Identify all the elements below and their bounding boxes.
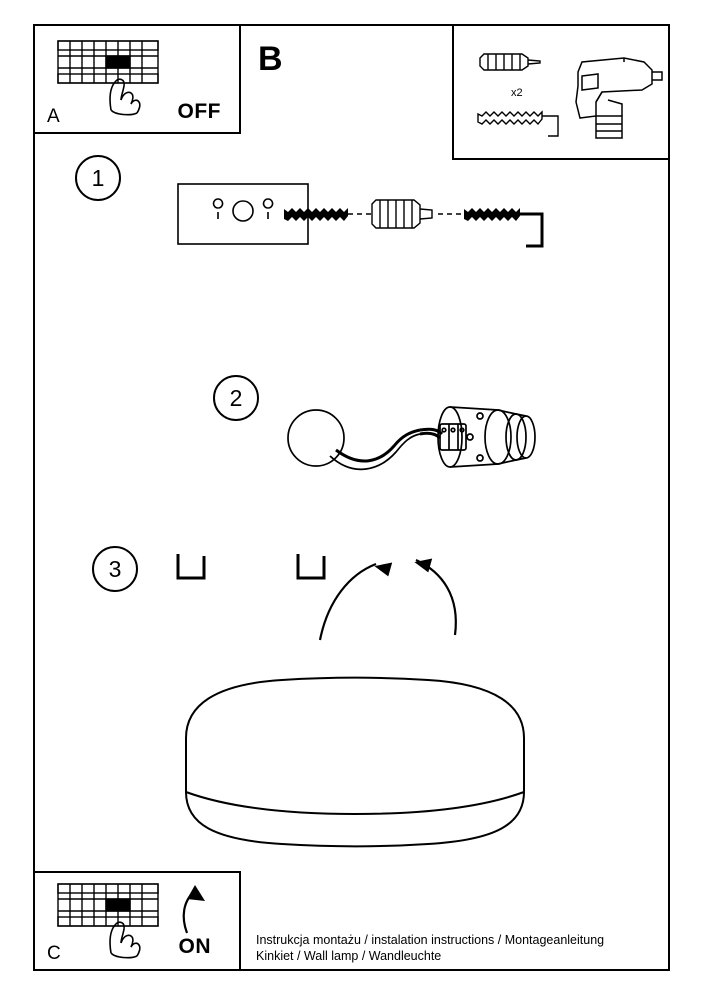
circuit-breaker-panel-hand-icon [53, 879, 183, 959]
panel-a-action-label: OFF [177, 100, 221, 123]
power-drill-icon [572, 46, 667, 146]
panel-b-letter: B [258, 40, 283, 78]
wall-mounting-plate-drill-icon [176, 178, 596, 268]
up-arrow-icon [175, 881, 215, 937]
panel-a-letter: A [47, 106, 60, 127]
wall-plug-quantity: x2 [511, 87, 523, 99]
panel-a [33, 24, 241, 134]
step-1-number: 1 [75, 155, 121, 201]
panel-c-letter: C [47, 943, 61, 964]
wall-lamp-shade-icon [170, 668, 540, 858]
wall-plug-icon [476, 42, 546, 82]
step-2-number: 2 [213, 375, 259, 421]
step-3-number: 3 [92, 546, 138, 592]
panel-c [33, 871, 241, 971]
footer-instruction-line: Instrukcja montażu / instalation instructions / Montageanleitung [256, 933, 605, 947]
hook-screw-icon [474, 98, 584, 143]
panel-c-action-label: ON [178, 935, 211, 958]
circuit-breaker-panel-hand-icon [53, 36, 183, 116]
shade-mounting-hooks-icon [160, 540, 520, 660]
footer-product-line: Kinkiet / Wall lamp / Wandleuchte [256, 949, 442, 963]
panel-b-tools [452, 24, 670, 160]
lamp-socket-wiring-icon [284, 390, 574, 500]
